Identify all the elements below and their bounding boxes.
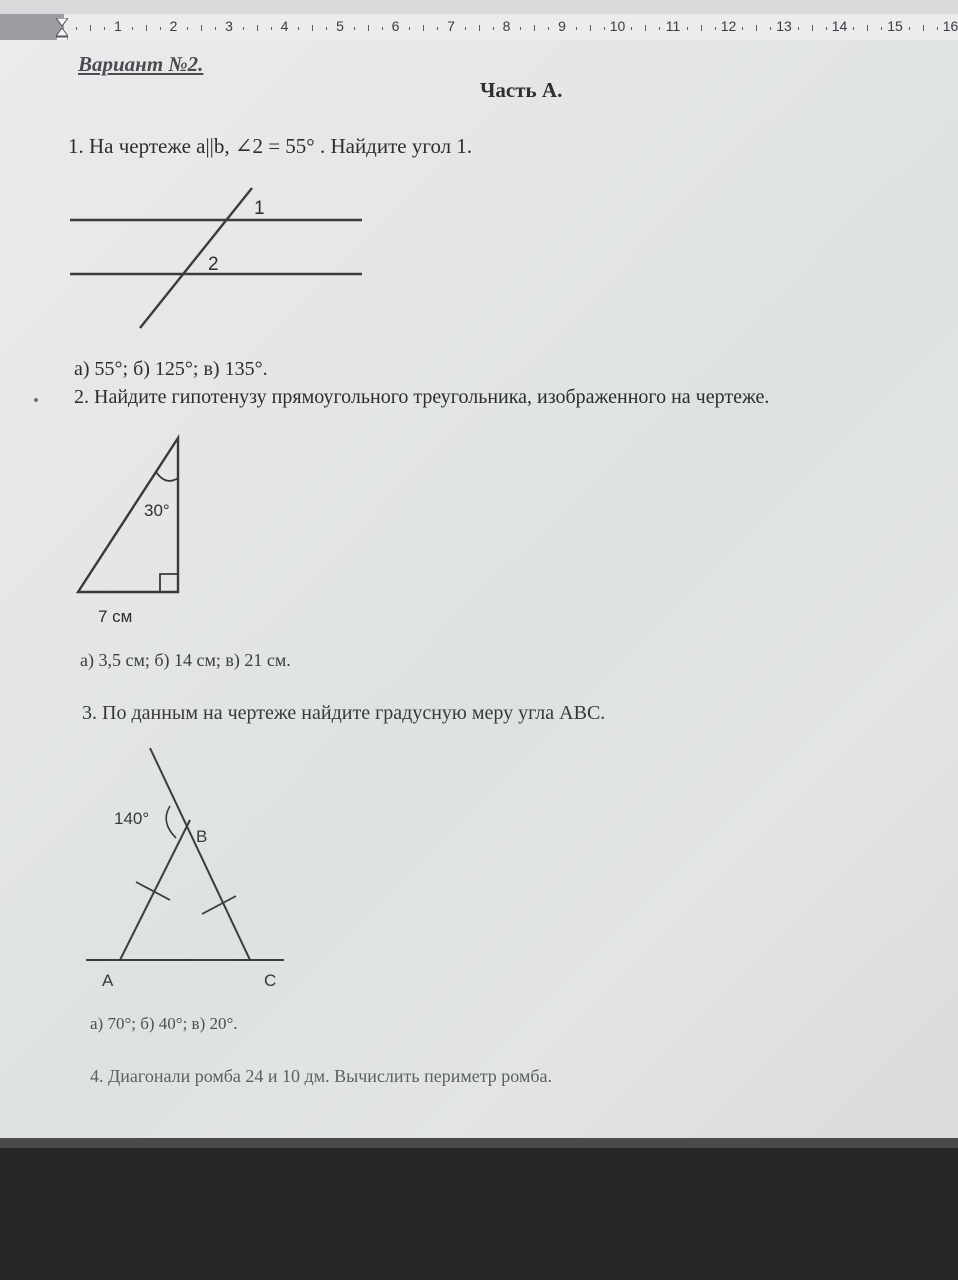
angle-label-1: 1 bbox=[254, 198, 265, 219]
ruler-tick bbox=[493, 27, 494, 30]
ruler-tick bbox=[160, 27, 161, 30]
ruler-tick bbox=[90, 25, 91, 31]
ruler-tick bbox=[770, 27, 771, 30]
ruler-tick bbox=[853, 27, 854, 30]
ruler-tick bbox=[354, 27, 355, 30]
ruler-tick bbox=[298, 27, 299, 30]
transversal-line bbox=[140, 188, 252, 328]
ruler-tick bbox=[243, 27, 244, 30]
question-3-answers: а) 70°; б) 40°; в) 20°. bbox=[90, 1014, 238, 1033]
question-3-figure bbox=[80, 742, 300, 1002]
paragraph-bullet bbox=[34, 398, 38, 402]
angle-label-30: 30° bbox=[144, 501, 170, 520]
angle-label-2: 2 bbox=[208, 254, 219, 275]
monitor-bezel bbox=[0, 1138, 958, 1280]
side-bc-extended bbox=[150, 748, 250, 960]
ruler-margin bbox=[0, 14, 64, 40]
ruler-tick bbox=[104, 27, 105, 30]
ruler-tick bbox=[534, 25, 535, 31]
question-1-text: 1. На чертеже a||b, ∠2 = 55° . Найдите угол 1. bbox=[68, 134, 473, 158]
ruler-tick bbox=[867, 25, 868, 31]
ruler-tick bbox=[201, 25, 202, 31]
ruler-tick bbox=[423, 25, 424, 31]
part-title: Часть А. bbox=[480, 78, 563, 102]
side-label-7cm: 7 см bbox=[98, 607, 133, 626]
question-3-text: 3. По данным на чертеже найдите градусную меру угла ABC. bbox=[82, 702, 606, 724]
angle-arc bbox=[156, 472, 178, 481]
tick-mark-ab bbox=[136, 882, 170, 900]
ruler-tick bbox=[631, 27, 632, 30]
ruler-tick bbox=[257, 25, 258, 31]
question-1-answers: а) 55°; б) 125°; в) 135°. bbox=[74, 358, 268, 380]
ruler-tick bbox=[687, 27, 688, 30]
ruler-number: 14 bbox=[831, 18, 848, 34]
ruler-tick bbox=[715, 27, 716, 30]
ruler-tick bbox=[576, 27, 577, 30]
ruler-tick bbox=[812, 25, 813, 31]
ruler-number: 2 bbox=[169, 18, 178, 34]
ruler-tick bbox=[132, 27, 133, 30]
ruler-tick bbox=[437, 27, 438, 30]
question-4-text: 4. Диагонали ромба 24 и 10 дм. Вычислить периметр ромба. bbox=[90, 1066, 552, 1086]
ruler-tick bbox=[187, 27, 188, 30]
ruler-number: 8 bbox=[502, 18, 511, 34]
vertex-label-c: C bbox=[264, 971, 277, 990]
ruler-tick bbox=[826, 27, 827, 30]
right-angle-mark bbox=[160, 574, 178, 592]
question-2-figure bbox=[70, 432, 190, 632]
ruler-tick bbox=[909, 27, 910, 30]
ruler-tick bbox=[271, 27, 272, 30]
horizontal-ruler[interactable] bbox=[0, 0, 958, 41]
ruler-number: 13 bbox=[776, 18, 792, 34]
vertex-label-b: B bbox=[196, 827, 208, 846]
question-2-text: 2. Найдите гипотенузу прямоугольного треугольника, изображенного на чертеже. bbox=[74, 386, 770, 408]
ruler-tick bbox=[701, 25, 702, 31]
ruler-tick bbox=[645, 25, 646, 31]
ruler-number: 5 bbox=[336, 18, 344, 34]
tick-mark-bc bbox=[202, 896, 236, 914]
ruler-number: 10 bbox=[609, 18, 626, 34]
ruler-tick bbox=[215, 27, 216, 30]
exterior-angle-arc bbox=[166, 806, 176, 838]
ruler-tick bbox=[937, 27, 938, 30]
ruler-tick bbox=[479, 25, 480, 31]
side-ab bbox=[120, 820, 190, 960]
ruler-number: 1 bbox=[114, 18, 122, 34]
variant-heading: Вариант №2. bbox=[78, 52, 204, 76]
ruler-number: 11 bbox=[665, 18, 681, 34]
angle-label-140: 140° bbox=[114, 809, 150, 828]
ruler-number: 15 bbox=[887, 18, 903, 34]
ruler-number: 6 bbox=[391, 18, 400, 34]
ruler-tick bbox=[742, 27, 743, 30]
ruler-number: 7 bbox=[447, 18, 455, 34]
question-1-figure bbox=[66, 182, 366, 332]
question-2-answers: а) 3,5 см; б) 14 см; в) 21 см. bbox=[80, 650, 291, 670]
ruler-tick bbox=[590, 25, 591, 31]
ruler-number: 3 bbox=[225, 18, 233, 34]
ruler-tick bbox=[465, 27, 466, 30]
monitor-bezel-edge bbox=[0, 1138, 958, 1148]
ruler-tick bbox=[659, 27, 660, 30]
ruler-tick bbox=[326, 27, 327, 30]
ruler-tick bbox=[76, 27, 77, 30]
ruler-number: 12 bbox=[720, 18, 737, 34]
ruler-tick bbox=[604, 27, 605, 30]
ruler-tick bbox=[798, 27, 799, 30]
ruler-tick bbox=[368, 25, 369, 31]
ruler-number: 4 bbox=[280, 18, 289, 34]
ruler-tick bbox=[520, 27, 521, 30]
ruler-tick bbox=[382, 27, 383, 30]
vertex-label-a: A bbox=[102, 971, 114, 990]
ruler-tick bbox=[881, 27, 882, 30]
ruler-tick bbox=[756, 25, 757, 31]
ruler-tick bbox=[548, 27, 549, 30]
ruler-tick bbox=[146, 25, 147, 31]
ruler-tick bbox=[312, 25, 313, 31]
ruler-number: 9 bbox=[558, 18, 566, 34]
ruler-tick bbox=[923, 25, 924, 31]
ruler-number: 16 bbox=[942, 18, 958, 34]
ruler-tick bbox=[409, 27, 410, 30]
